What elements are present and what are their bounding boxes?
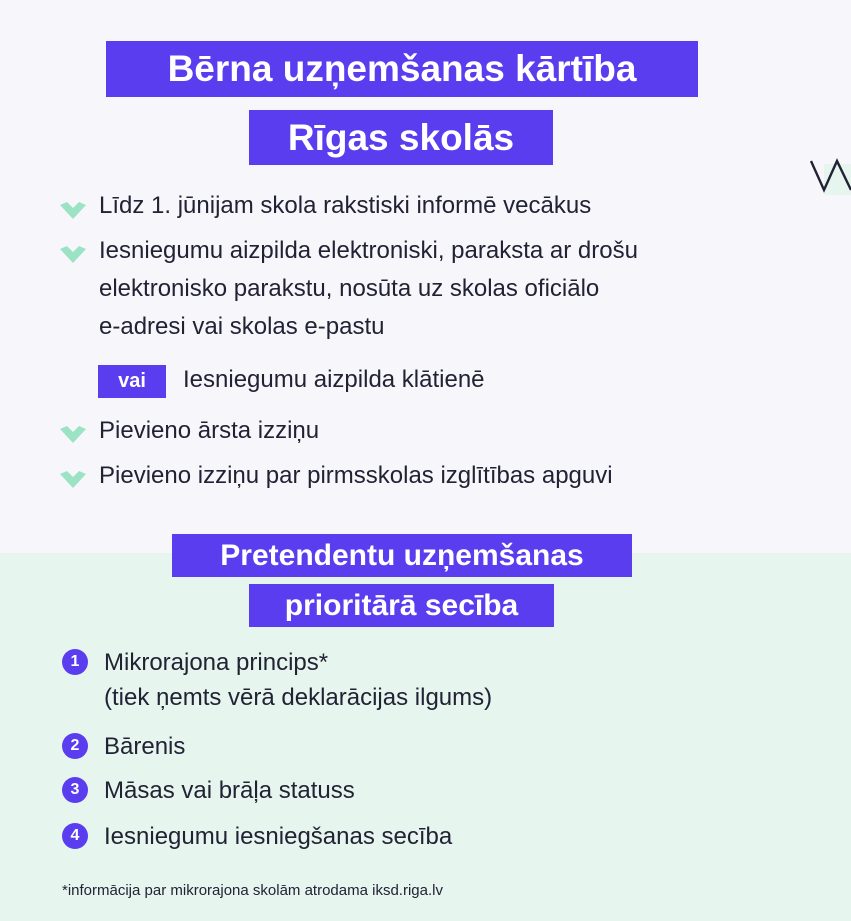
chevron-down-icon (58, 242, 88, 266)
requirement-item-3: Iesniegumu aizpilda klātienē (183, 366, 485, 393)
priority-item-1-line-1: Mikrorajona princips* (104, 649, 329, 676)
requirement-item-2-line-2: elektronisko parakstu, nosūta uz skolas oficiālo (99, 275, 600, 302)
priority-number-2: 2 (62, 733, 88, 759)
chevron-down-icon (58, 198, 88, 222)
chevron-down-icon (58, 467, 88, 491)
priority-item-3: Māsas vai brāļa statuss (104, 777, 355, 804)
page-title-line-2: Rīgas skolās (249, 110, 553, 165)
edge-letter (808, 150, 851, 195)
priority-title-line-1: Pretendentu uzņemšanas (172, 534, 632, 577)
priority-number-3: 3 (62, 777, 88, 803)
requirement-item-5: Pievieno izziņu par pirmsskolas izglītības apguvi (99, 462, 613, 489)
priority-number-4: 4 (62, 823, 88, 849)
or-badge: vai (98, 365, 166, 398)
priority-item-1-line-2: (tiek ņemts vērā deklarācijas ilgums) (104, 684, 493, 711)
requirement-item-2-line-1: Iesniegumu aizpilda elektroniski, paraksta ar drošu (99, 237, 638, 264)
requirement-item-1: Līdz 1. jūnijam skola rakstiski informē vecākus (99, 192, 592, 219)
requirement-item-2-line-3: e-adresi vai skolas e-pastu (99, 313, 385, 340)
priority-item-2: Bārenis (104, 733, 186, 760)
page-title-line-1: Bērna uzņemšanas kārtība (106, 41, 698, 97)
requirement-item-4: Pievieno ārsta izziņu (99, 417, 320, 444)
priority-number-1: 1 (62, 649, 88, 675)
priority-title-line-2: prioritārā secība (249, 584, 554, 627)
footnote: *informācija par mikrorajona skolām atrodama iksd.riga.lv (62, 882, 443, 899)
priority-item-4: Iesniegumu iesniegšanas secība (104, 823, 453, 850)
chevron-down-icon (58, 422, 88, 446)
